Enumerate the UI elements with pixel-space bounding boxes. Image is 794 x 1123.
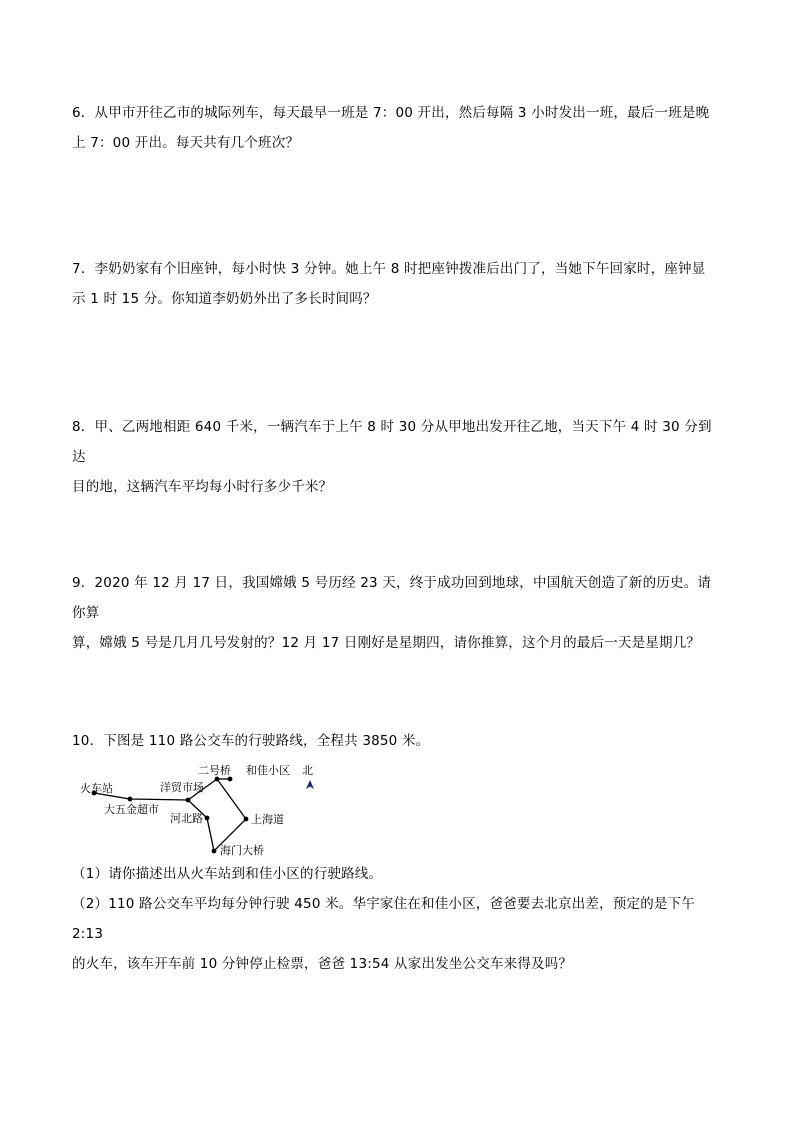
question-7	[72, 254, 724, 314]
question-7-line-1: 7．李奶奶家有个旧座钟，每小时快 3 分钟。她上午 8 时把座钟拨准后出门了，当她下午回家时，座钟显	[72, 261, 706, 277]
stop-label-hejia-community: 和佳小区	[246, 764, 290, 777]
stop-dot-haimen-bridge	[212, 849, 217, 854]
north-label: 北	[302, 764, 313, 777]
question-10-intro-text: 10．下图是 110 路公交车的行驶路线，全程共 3850 米。	[72, 733, 430, 749]
question-9	[72, 568, 724, 658]
question-10-intro	[72, 726, 724, 756]
stop-dot-yangmao-market	[186, 798, 191, 803]
stop-label-erhao-bridge: 二号桥	[198, 764, 231, 777]
question-8-line-2: 目的地，这辆汽车平均每小时行多少千米？	[72, 479, 333, 495]
question-9-line-1: 9．2020 年 12 月 17 日，我国嫦娥 5 号历经 23 天，终于成功回到地球，中国航天创造了新的历史。请你算	[72, 575, 712, 621]
question-8	[72, 412, 724, 502]
question-10-parts	[72, 859, 724, 979]
question-10-sub-2-line-1: （2）110 路公交车平均每分钟行驶 450 米。华宇家住在和佳小区，爸爸要去北京出差，预定的是下午 2:13	[72, 896, 695, 942]
stop-label-hebei-road: 河北路	[170, 812, 203, 825]
stop-dot-dawujin-supermarket	[128, 797, 133, 802]
stop-dot-shanghai-road	[244, 817, 249, 822]
stop-label-shanghai-road: 上海道	[251, 813, 284, 826]
north-arrow-icon	[306, 780, 314, 789]
stop-label-yangmao-market: 洋贸市场	[160, 781, 204, 794]
question-9-line-2: 算，嫦娥 5 号是几月几号发射的？12 月 17 日刚好是星期四，请你推算，这个月的最后一天是星期几？	[72, 635, 701, 651]
question-6-line-1: 6．从甲市开往乙市的城际列车，每天最早一班是 7：00 开出，然后每隔 3 小时发出一班，最后一班是晚	[72, 105, 710, 121]
question-10-sub-2-line-2: 的火车，该车开车前 10 分钟停止检票，爸爸 13:54 从家出发坐公交车来得及吗？	[72, 956, 573, 972]
bus-route-map	[74, 758, 334, 860]
question-6	[72, 98, 724, 158]
question-7-line-2: 示 1 时 15 分。你知道李奶奶外出了多长时间吗？	[72, 291, 377, 307]
question-6-line-2: 上 7：00 开出。每天共有几个班次？	[72, 135, 300, 151]
stop-label-train-station: 火车站	[80, 782, 113, 795]
stop-dot-erhao-bridge	[215, 777, 220, 782]
stop-label-haimen-bridge: 海门大桥	[220, 844, 264, 857]
stop-dot-hejia-community	[228, 777, 233, 782]
stop-dot-hebei-road	[205, 816, 210, 821]
question-8-line-1: 8．甲、乙两地相距 640 千米，一辆汽车于上午 8 时 30 分从甲地出发开往乙地，当天下午 4 时 30 分到达	[72, 419, 712, 465]
question-10-sub-1: （1）请你描述出从火车站到和佳小区的行驶路线。	[72, 866, 383, 882]
stop-label-dawujin-supermarket: 大五金超市	[104, 803, 159, 816]
